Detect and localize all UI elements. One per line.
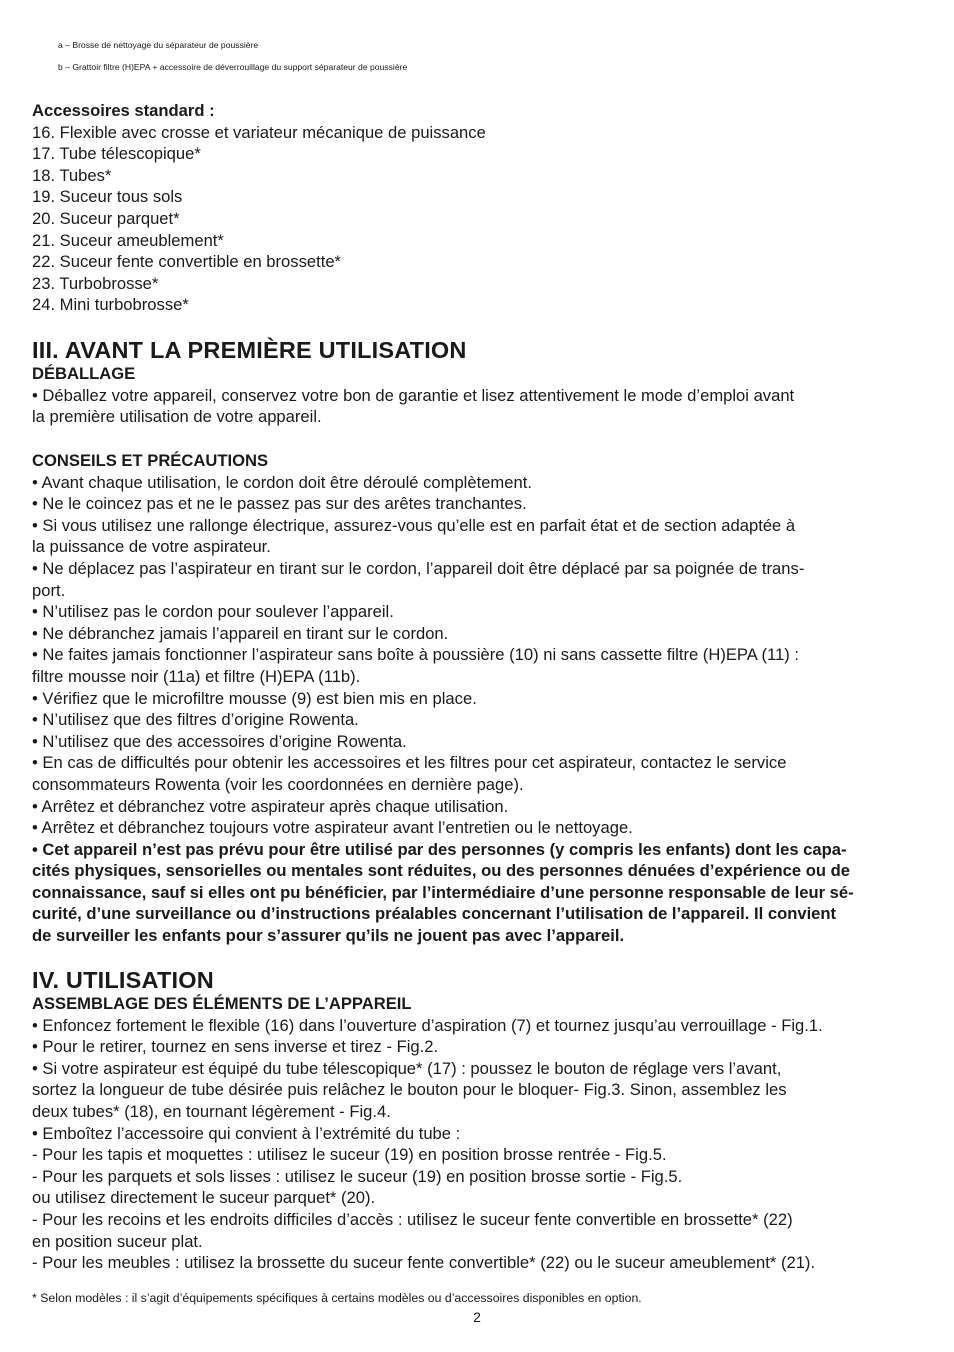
page-number: 2 xyxy=(473,1309,481,1325)
text-line: - Pour les tapis et moquettes : utilisez le suceur (19) en position brosse rentrée - Fig.5. xyxy=(32,1145,667,1165)
text-line: - Pour les recoins et les endroits difficiles d’accès : utilisez le suceur fente convertible en brossette* (22) xyxy=(32,1209,793,1229)
text-line: - Pour les meubles : utilisez la brossette du suceur fente convertible* (22) ou le suceur ameublement* (21). xyxy=(32,1253,816,1273)
section-title: IV. UTILISATION xyxy=(32,967,214,993)
warning-line: • Cet appareil n’est pas prévu pour être utilisé par des personnes (y compris les enfants) dont les capa- xyxy=(32,839,847,859)
list-item: 23. Turbobrosse* xyxy=(32,273,159,293)
section-title: III. AVANT LA PREMIÈRE UTILISATION xyxy=(32,337,467,363)
text-line: • Si vous utilisez une rallonge électrique, assurez-vous qu’elle est en parfait état et de section adaptée à xyxy=(32,515,796,535)
section-before-first-use xyxy=(32,336,924,428)
text-line: la puissance de votre aspirateur. xyxy=(32,537,271,557)
advice-section xyxy=(32,450,924,947)
text-line: port. xyxy=(32,580,66,600)
assembly-heading: ASSEMBLAGE DES ÉLÉMENTS DE L’APPAREIL xyxy=(32,994,412,1013)
section-usage xyxy=(32,966,924,1274)
text-line: • Arrêtez et débranchez toujours votre aspirateur avant l’entretien ou le nettoyage. xyxy=(32,818,633,838)
text-line: • Enfoncez fortement le flexible (16) dans l’ouverture d’aspiration (7) et tournez jusqu’au verrouillage - Fig.1. xyxy=(32,1015,823,1035)
list-item: 21. Suceur ameublement* xyxy=(32,230,224,250)
accessories-heading: Accessoires standard : xyxy=(32,101,215,120)
text-line: filtre mousse noir (11a) et filtre (H)EPA (11b). xyxy=(32,666,361,686)
list-item: 22. Suceur fente convertible en brossette* xyxy=(32,252,342,272)
warning-line: cités physiques, sensorielles ou mentales sont réduites, ou des personnes dénuées d’expérience ou de xyxy=(32,861,850,881)
list-item: 18. Tubes* xyxy=(32,165,112,185)
list-item: 20. Suceur parquet* xyxy=(32,208,180,228)
text-line: consommateurs Rowenta (voir les coordonnées en dernière page). xyxy=(32,774,524,794)
parts-sublist xyxy=(32,35,950,78)
list-item: b – Grattoir filtre (H)EPA + accessoire de déverrouillage du support séparateur de poussière xyxy=(58,61,408,72)
text-line: en position suceur plat. xyxy=(32,1231,203,1251)
text-line: • En cas de difficultés pour obtenir les accessoires et les filtres pour cet aspirateur, contactez le service xyxy=(32,753,787,773)
unpacking-heading: DÉBALLAGE xyxy=(32,364,136,383)
list-item: 17. Tube télescopique* xyxy=(32,144,201,164)
footnote: * Selon modèles : il s’agit d’équipements spécifiques à certains modèles ou d’accessoires disponibles en option. xyxy=(32,1291,642,1305)
advice-heading: CONSEILS ET PRÉCAUTIONS xyxy=(32,451,269,470)
text-line: • Pour le retirer, tournez en sens inverse et tirez - Fig.2. xyxy=(32,1037,439,1057)
text-line: • Ne faites jamais fonctionner l’aspirateur sans boîte à poussière (10) ni sans cassette filtre (H)EPA (11) : xyxy=(32,645,800,665)
text-line: • N’utilisez que des accessoires d’origine Rowenta. xyxy=(32,731,407,751)
text-line: • Déballez votre appareil, conservez votre bon de garantie et lisez attentivement le mode d’emploi avant xyxy=(32,385,795,405)
text-line: • N’utilisez que des filtres d’origine Rowenta. xyxy=(32,710,359,730)
list-item: a – Brosse de nettoyage du séparateur de poussière xyxy=(58,40,259,50)
warning-line: de surveiller les enfants pour s’assurer qu’ils ne jouent pas avec l’appareil. xyxy=(32,926,625,946)
warning-line: curité, d’une surveillance ou d’instructions préalables concernant l’utilisation de l’appareil. Il convient xyxy=(32,904,837,924)
list-item: 19. Suceur tous sols xyxy=(32,187,183,207)
text-line: • Ne déplacez pas l’aspirateur en tirant sur le cordon, l’appareil doit être déplacé par sa poignée de trans- xyxy=(32,558,805,578)
list-item: 24. Mini turbobrosse* xyxy=(32,295,189,315)
text-line: • Ne le coincez pas et ne le passez pas sur des arêtes tranchantes. xyxy=(32,494,527,514)
text-line: • N’utilisez pas le cordon pour soulever l’appareil. xyxy=(32,602,394,622)
text-line: la première utilisation de votre appareil. xyxy=(32,407,322,427)
text-line: • Emboîtez l’accessoire qui convient à l’extrémité du tube : xyxy=(32,1123,461,1143)
text-line: - Pour les parquets et sols lisses : utilisez le suceur (19) en position brosse sortie - Fig.5. xyxy=(32,1166,683,1186)
text-line: • Ne débranchez jamais l’appareil en tirant sur le cordon. xyxy=(32,623,449,643)
text-line: • Vérifiez que le microfiltre mousse (9) est bien mis en place. xyxy=(32,688,477,708)
text-line: • Si votre aspirateur est équipé du tube télescopique* (17) : poussez le bouton de réglage vers l’avant, xyxy=(32,1058,782,1078)
accessories-section xyxy=(32,100,924,316)
warning-line: connaissance, sauf si elles ont pu bénéficier, par l’intermédiaire d’une personne responsable de leur sé- xyxy=(32,882,854,902)
list-item: 16. Flexible avec crosse et variateur mécanique de puissance xyxy=(32,122,486,142)
text-line: sortez la longueur de tube désirée puis relâchez le bouton pour le bloquer- Fig.3. Sinon, assemblez les xyxy=(32,1080,787,1100)
text-line: deux tubes* (18), en tournant légèrement - Fig.4. xyxy=(32,1101,391,1121)
text-line: • Avant chaque utilisation, le cordon doit être déroulé complètement. xyxy=(32,472,532,492)
text-line: • Arrêtez et débranchez votre aspirateur après chaque utilisation. xyxy=(32,796,509,816)
text-line: ou utilisez directement le suceur parquet* (20). xyxy=(32,1188,376,1208)
